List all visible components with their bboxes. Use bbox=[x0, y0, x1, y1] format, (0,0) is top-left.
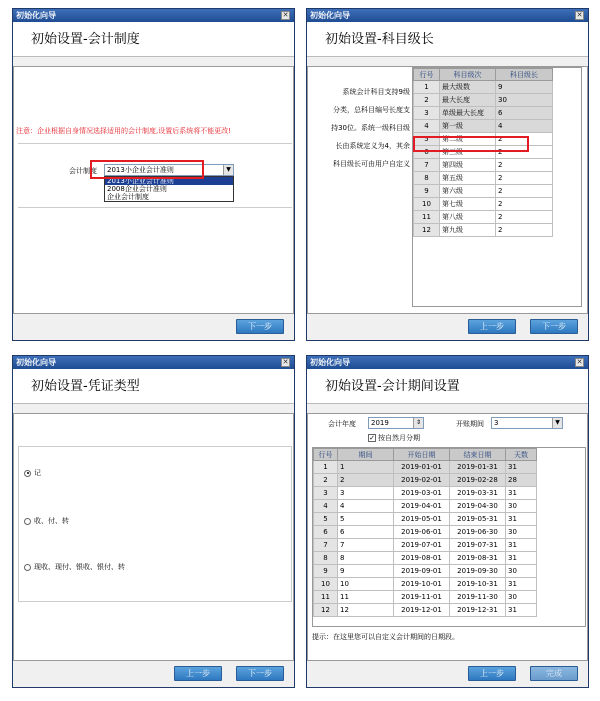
table-cell: 单级最大长度 bbox=[440, 107, 496, 120]
col-header: 行号 bbox=[414, 69, 440, 81]
table-cell: 8 bbox=[338, 552, 394, 565]
table-cell: 2019-04-01 bbox=[394, 500, 450, 513]
table-cell: 第五级 bbox=[440, 172, 496, 185]
next-button[interactable]: 下一步 bbox=[236, 319, 284, 334]
table-cell: 7 bbox=[414, 159, 440, 172]
table-cell: 第九级 bbox=[440, 224, 496, 237]
window-title: 初始化向导 bbox=[16, 358, 56, 367]
table-row[interactable] bbox=[314, 500, 537, 513]
period-label: 开账期间 bbox=[456, 420, 484, 428]
levels-grid bbox=[412, 67, 582, 307]
table-cell: 2019-08-31 bbox=[450, 552, 506, 565]
table-cell: 第四级 bbox=[440, 159, 496, 172]
table-cell: 9 bbox=[338, 565, 394, 578]
table-cell[interactable]: 2 bbox=[496, 198, 553, 211]
dropdown-option[interactable]: 2008企业会计准则 bbox=[107, 185, 167, 193]
table-cell[interactable]: 2 bbox=[496, 172, 553, 185]
table-cell[interactable]: 6 bbox=[496, 107, 553, 120]
close-icon[interactable]: ✕ bbox=[282, 11, 289, 19]
radio-selected-icon[interactable] bbox=[24, 470, 31, 477]
table-row[interactable] bbox=[414, 107, 553, 120]
content-panel bbox=[13, 413, 294, 661]
table-cell: 2019-02-01 bbox=[394, 474, 450, 487]
title-bar bbox=[307, 9, 588, 22]
hint-text: 提示：在这里您可以自定义会计期间的日期段。 bbox=[312, 633, 459, 641]
window-title: 初始化向导 bbox=[310, 358, 350, 367]
table-cell: 7 bbox=[338, 539, 394, 552]
table-cell: 9 bbox=[414, 185, 440, 198]
table-row[interactable] bbox=[314, 461, 537, 474]
table-cell: 2019-09-01 bbox=[394, 565, 450, 578]
content-panel bbox=[307, 413, 588, 661]
wizard-window-accounting-system bbox=[12, 8, 295, 341]
prev-button[interactable]: 上一步 bbox=[468, 666, 516, 681]
table-cell: 31 bbox=[506, 461, 537, 474]
col-header: 天数 bbox=[506, 449, 537, 461]
page-title: 初始设置-会计期间设置 bbox=[307, 369, 588, 404]
period-value: 3 bbox=[494, 419, 499, 427]
table-cell: 9 bbox=[314, 565, 338, 578]
radio-icon[interactable] bbox=[24, 564, 31, 571]
table-cell: 2019-07-01 bbox=[394, 539, 450, 552]
window-title: 初始化向导 bbox=[310, 11, 350, 20]
natural-month-checkbox[interactable] bbox=[368, 433, 420, 443]
table-row[interactable] bbox=[414, 211, 553, 224]
year-spinner[interactable] bbox=[368, 417, 424, 429]
table-cell: 4 bbox=[314, 500, 338, 513]
table-row[interactable] bbox=[314, 604, 537, 617]
title-bar bbox=[307, 356, 588, 369]
table-cell: 12 bbox=[314, 604, 338, 617]
table-cell: 2019-07-31 bbox=[450, 539, 506, 552]
col-header: 科目级次 bbox=[440, 69, 496, 81]
table-cell[interactable]: 2 bbox=[496, 185, 553, 198]
chevron-down-icon[interactable]: ▼ bbox=[552, 418, 562, 428]
table-cell: 3 bbox=[338, 487, 394, 500]
highlight-box bbox=[90, 160, 204, 179]
title-bar bbox=[13, 356, 294, 369]
table-cell: 30 bbox=[506, 591, 537, 604]
table-row[interactable] bbox=[314, 513, 537, 526]
table-cell: 2019-12-31 bbox=[450, 604, 506, 617]
table-cell[interactable]: 30 bbox=[496, 94, 553, 107]
table-cell: 2019-01-31 bbox=[450, 461, 506, 474]
table-cell: 1 bbox=[338, 461, 394, 474]
table-row[interactable] bbox=[314, 552, 537, 565]
radio-icon[interactable] bbox=[24, 518, 31, 525]
table-cell: 2 bbox=[414, 94, 440, 107]
content-panel bbox=[13, 66, 294, 314]
table-cell: 1 bbox=[314, 461, 338, 474]
table-cell: 7 bbox=[314, 539, 338, 552]
col-header: 期间 bbox=[338, 449, 394, 461]
table-cell: 最大长度 bbox=[440, 94, 496, 107]
table-row[interactable] bbox=[414, 172, 553, 185]
next-button[interactable]: 下一步 bbox=[236, 666, 284, 681]
table-cell: 31 bbox=[506, 604, 537, 617]
table-cell: 第二级 bbox=[440, 133, 496, 146]
table-cell: 30 bbox=[506, 500, 537, 513]
table-cell: 10 bbox=[314, 578, 338, 591]
year-value: 2019 bbox=[371, 419, 389, 427]
table-cell: 2019-06-01 bbox=[394, 526, 450, 539]
desc-line: 长由系统定义为4，其余 bbox=[335, 142, 410, 150]
table-cell: 11 bbox=[314, 591, 338, 604]
checkbox-label: 按自然月分期 bbox=[378, 434, 420, 442]
option-label: 收、付、转 bbox=[34, 517, 69, 525]
table-cell: 3 bbox=[314, 487, 338, 500]
table-cell: 2019-12-01 bbox=[394, 604, 450, 617]
table-row[interactable] bbox=[314, 539, 537, 552]
table-cell: 6 bbox=[414, 146, 440, 159]
system-label: 会计制度 bbox=[69, 167, 97, 175]
table-cell: 6 bbox=[314, 526, 338, 539]
period-grid bbox=[312, 447, 586, 627]
desc-line: 科目级长可由用户自定义 bbox=[333, 160, 410, 168]
page-title: 初始设置-会计制度 bbox=[13, 22, 294, 57]
table-cell: 第六级 bbox=[440, 185, 496, 198]
description-text bbox=[310, 83, 410, 173]
table-cell: 5 bbox=[414, 133, 440, 146]
table-cell: 31 bbox=[506, 487, 537, 500]
voucher-option-3[interactable] bbox=[24, 562, 125, 572]
table-cell: 1 bbox=[414, 81, 440, 94]
table-cell: 6 bbox=[338, 526, 394, 539]
table-cell: 8 bbox=[414, 172, 440, 185]
table-cell: 第三级 bbox=[440, 146, 496, 159]
system-dropdown-list bbox=[104, 176, 234, 202]
table-cell[interactable]: 2 bbox=[496, 146, 553, 159]
table-cell: 2019-04-30 bbox=[450, 500, 506, 513]
desc-line: 持30位。系统一级科目级 bbox=[331, 124, 410, 132]
prev-button[interactable]: 上一步 bbox=[174, 666, 222, 681]
table-cell: 12 bbox=[414, 224, 440, 237]
table-row[interactable] bbox=[314, 591, 537, 604]
table-cell: 第一级 bbox=[440, 120, 496, 133]
table-cell: 30 bbox=[506, 565, 537, 578]
table-cell: 8 bbox=[314, 552, 338, 565]
table-cell: 2019-05-01 bbox=[394, 513, 450, 526]
col-header: 行号 bbox=[314, 449, 338, 461]
table-cell[interactable]: 9 bbox=[496, 81, 553, 94]
voucher-option-1[interactable] bbox=[24, 468, 41, 478]
col-header: 结束日期 bbox=[450, 449, 506, 461]
table-cell: 31 bbox=[506, 578, 537, 591]
desc-line: 分类，总科目编号长度支 bbox=[333, 106, 410, 114]
table-cell: 10 bbox=[414, 198, 440, 211]
table-cell: 2019-06-30 bbox=[450, 526, 506, 539]
table-cell: 2019-09-30 bbox=[450, 565, 506, 578]
system-select-value: 2013小企业会计准则 bbox=[107, 166, 174, 174]
wizard-window-account-levels bbox=[306, 8, 589, 341]
wizard-window-accounting-period bbox=[306, 355, 589, 688]
table-cell: 11 bbox=[414, 211, 440, 224]
col-header: 开始日期 bbox=[394, 449, 450, 461]
option-label: 现收、现付、银收、银付、转 bbox=[34, 563, 125, 571]
table-cell: 2019-02-28 bbox=[450, 474, 506, 487]
table-cell: 5 bbox=[338, 513, 394, 526]
table-cell: 2019-01-01 bbox=[394, 461, 450, 474]
title-bar bbox=[13, 9, 294, 22]
close-icon[interactable]: ✕ bbox=[282, 358, 289, 366]
table-cell: 2 bbox=[338, 474, 394, 487]
prev-button[interactable]: 上一步 bbox=[468, 319, 516, 334]
table-cell: 最大级数 bbox=[440, 81, 496, 94]
close-icon[interactable]: ✕ bbox=[576, 11, 583, 19]
next-button[interactable]: 下一步 bbox=[530, 319, 578, 334]
notice-text: 注意：企业根据自身情况选择适用的会计制度,设置后系统将不能更改! bbox=[16, 127, 232, 135]
checkbox-icon[interactable]: ✓ bbox=[369, 434, 375, 442]
chevron-down-icon[interactable]: ▼ bbox=[223, 165, 233, 175]
finish-button[interactable]: 完成 bbox=[530, 666, 578, 681]
option-label: 记 bbox=[34, 469, 41, 477]
table-row[interactable] bbox=[314, 487, 537, 500]
year-label: 会计年度 bbox=[328, 420, 356, 428]
table-cell[interactable]: 2 bbox=[496, 159, 553, 172]
table-cell: 30 bbox=[506, 526, 537, 539]
dropdown-option[interactable]: 企业会计制度 bbox=[107, 193, 149, 201]
table-row[interactable] bbox=[414, 224, 553, 237]
period-select[interactable] bbox=[491, 417, 563, 429]
table-cell: 31 bbox=[506, 539, 537, 552]
table-cell[interactable]: 2 bbox=[496, 133, 553, 146]
table-row[interactable] bbox=[414, 159, 553, 172]
table-cell: 2019-08-01 bbox=[394, 552, 450, 565]
dropdown-option[interactable]: 2013小企业会计准则 bbox=[105, 177, 233, 185]
table-row[interactable] bbox=[314, 578, 537, 591]
col-header: 科目级长 bbox=[496, 69, 553, 81]
table-cell[interactable]: 2 bbox=[496, 224, 553, 237]
table-cell: 第八级 bbox=[440, 211, 496, 224]
table-cell: 2019-11-30 bbox=[450, 591, 506, 604]
table-cell: 3 bbox=[414, 107, 440, 120]
table-cell: 2019-03-01 bbox=[394, 487, 450, 500]
table-cell: 10 bbox=[338, 578, 394, 591]
table-cell: 第七级 bbox=[440, 198, 496, 211]
table-cell: 2019-10-01 bbox=[394, 578, 450, 591]
table-cell: 4 bbox=[338, 500, 394, 513]
table-row[interactable] bbox=[414, 120, 553, 133]
table-cell: 2019-05-31 bbox=[450, 513, 506, 526]
desc-line: 系统会计科目支持9级 bbox=[342, 88, 410, 96]
page-title: 初始设置-科目级长 bbox=[307, 22, 588, 57]
window-title: 初始化向导 bbox=[16, 11, 56, 20]
table-cell: 2019-03-31 bbox=[450, 487, 506, 500]
table-cell[interactable]: 4 bbox=[496, 120, 553, 133]
table-row[interactable] bbox=[414, 185, 553, 198]
wizard-window-voucher-type bbox=[12, 355, 295, 688]
table-row[interactable] bbox=[414, 81, 553, 94]
table-cell: 31 bbox=[506, 513, 537, 526]
table-cell: 4 bbox=[414, 120, 440, 133]
close-icon[interactable]: ✕ bbox=[576, 358, 583, 366]
table-cell: 2019-11-01 bbox=[394, 591, 450, 604]
content-panel bbox=[307, 66, 588, 314]
table-cell: 12 bbox=[338, 604, 394, 617]
table-cell[interactable]: 2 bbox=[496, 211, 553, 224]
page-title: 初始设置-凭证类型 bbox=[13, 369, 294, 404]
table-row[interactable] bbox=[314, 474, 537, 487]
table-row[interactable] bbox=[314, 526, 537, 539]
table-cell: 28 bbox=[506, 474, 537, 487]
table-row[interactable] bbox=[414, 94, 553, 107]
table-row[interactable] bbox=[414, 198, 553, 211]
table-cell: 2019-10-31 bbox=[450, 578, 506, 591]
highlight-box bbox=[413, 136, 529, 152]
table-row[interactable] bbox=[314, 565, 537, 578]
voucher-option-2[interactable] bbox=[24, 516, 69, 526]
spinner-icon[interactable]: ⇕ bbox=[413, 418, 423, 428]
table-cell: 2 bbox=[314, 474, 338, 487]
table-cell: 5 bbox=[314, 513, 338, 526]
table-cell: 11 bbox=[338, 591, 394, 604]
table-cell: 31 bbox=[506, 552, 537, 565]
